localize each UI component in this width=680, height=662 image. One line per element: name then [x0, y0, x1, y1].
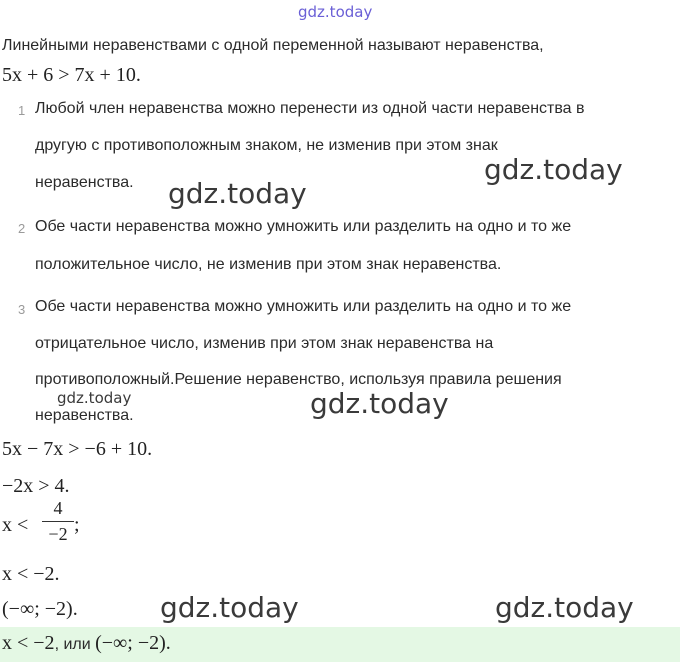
- solution-step: 5x − 7x > −6 + 10.: [2, 438, 153, 460]
- rule-line: отрицательное число, изменив при этом знак неравенства на: [35, 335, 494, 352]
- rule-line: неравенства.: [35, 407, 134, 424]
- rule-line: Обе части неравенства можно умножить или разделить на одно и то же: [35, 298, 572, 315]
- intro-example: 5x + 6 > 7x + 10.: [2, 64, 141, 86]
- answer-interval: (−∞; −2).: [95, 632, 171, 654]
- watermark: gdz.today: [160, 591, 299, 624]
- intro-text: Линейными неравенствами с одной переменной называют неравенства,: [2, 37, 544, 54]
- fraction-numerator: 4: [53, 498, 63, 518]
- rule-line: неравенства.: [35, 174, 134, 191]
- solution-step: x < −2.: [2, 563, 60, 585]
- rule-line: Любой член неравенства можно перенести из одной части неравенства в: [35, 100, 585, 117]
- answer-inequality: x < −2: [2, 632, 55, 654]
- watermark: gdz.today: [310, 387, 449, 420]
- rule-number: 2: [18, 221, 26, 236]
- rule-line: противоположный.Решение неравенство, используя правила решения: [35, 371, 562, 388]
- solution-step-prefix: x <: [2, 514, 29, 536]
- answer-line: [2, 632, 171, 655]
- rule-number: 3: [18, 302, 26, 317]
- fraction-denominator: −2: [48, 524, 68, 544]
- watermark: gdz.today: [495, 591, 634, 624]
- watermark: gdz.today: [484, 153, 623, 186]
- answer-box: [0, 627, 680, 662]
- rule-line: другую с противоположным знаком, не изменив при этом знак: [35, 137, 498, 154]
- answer-connector: , или: [54, 636, 96, 653]
- watermark-small: gdz.today: [57, 389, 132, 407]
- rule-number: 1: [18, 103, 26, 118]
- solution-step: −2x > 4.: [2, 475, 70, 497]
- fraction: [42, 498, 74, 545]
- solution-step-suffix: ;: [74, 514, 80, 536]
- fraction-bar: [42, 521, 74, 522]
- solution-step: (−∞; −2).: [2, 598, 78, 620]
- rule-line: положительное число, не изменив при этом знак неравенства.: [35, 256, 502, 273]
- rule-line: Обе части неравенства можно умножить или разделить на одно и то же: [35, 218, 572, 235]
- watermark-top: gdz.today: [298, 3, 373, 21]
- watermark: gdz.today: [168, 177, 307, 210]
